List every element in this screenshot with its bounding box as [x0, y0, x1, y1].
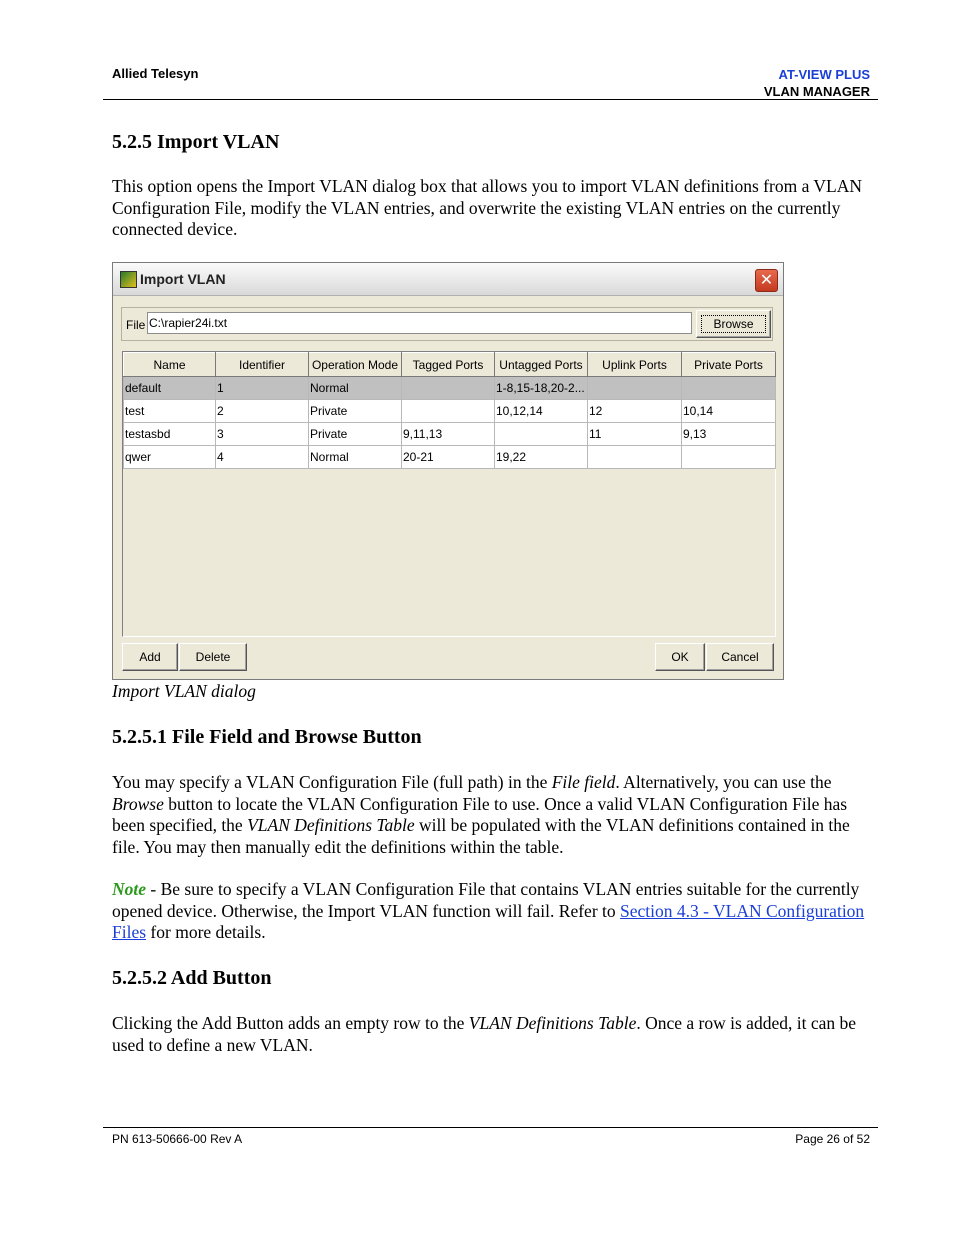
text-run: . Alternatively, you can use the — [615, 772, 832, 792]
footer-page-number: Page 26 of 52 — [795, 1132, 870, 1146]
section-intro-paragraph: This option opens the Import VLAN dialog box that allows you to import VLAN definitions from a VLAN Configuration File, modify the VLAN entries, and overwrite the existing VLAN entries on the currently connected device. — [112, 176, 862, 240]
table-cell[interactable]: 19,22 — [495, 446, 588, 469]
text-run: button to locate the VLAN Configuration File to use. Once a valid VLAN Configuration File has been specified, the — [112, 793, 848, 836]
table-cell[interactable]: testasbd — [124, 423, 216, 446]
table-row[interactable] — [124, 446, 776, 469]
file-label: File — [126, 318, 146, 332]
header-product: AT-VIEW PLUS — [778, 67, 870, 82]
table-cell[interactable]: 10,14 — [682, 400, 776, 423]
table-cell[interactable]: 20-21 — [402, 446, 495, 469]
text-run: Clicking the Add Button adds an empty row to the — [112, 1013, 469, 1033]
table-cell[interactable] — [402, 400, 495, 423]
app-icon — [120, 271, 137, 288]
header-product-block — [764, 66, 870, 100]
add-button-paragraph — [112, 1013, 872, 1056]
table-cell[interactable]: default — [124, 377, 216, 400]
footer-part-number: PN 613-50666-00 Rev A — [112, 1132, 243, 1146]
column-header[interactable]: Tagged Ports — [402, 353, 495, 377]
section-heading-add-button: 5.2.5.2 Add Button — [112, 967, 272, 989]
table-cell[interactable]: 3 — [216, 423, 309, 446]
table-cell[interactable] — [682, 377, 776, 400]
ok-button[interactable]: OK — [655, 643, 705, 671]
dialog-titlebar[interactable] — [113, 263, 783, 296]
table-cell[interactable] — [495, 423, 588, 446]
section-heading-file-field: 5.2.5.1 File Field and Browse Button — [112, 726, 422, 748]
text-run: - Be sure to specify a VLAN Configuration File that contains VLAN entries suitable for the currently opened device. Otherwise, the Import VLAN function will fail. Refer to — [112, 879, 860, 921]
text-run: will be populated with the VLAN definitions contained in the file. You may then manually edit the definitions within the table. — [112, 815, 850, 858]
column-header[interactable]: Uplink Ports — [588, 353, 682, 377]
text-run-italic: VLAN Definitions Table — [247, 815, 415, 836]
header-company: Allied Telesyn — [112, 66, 199, 81]
text-run-italic: VLAN Definitions Table — [468, 1013, 637, 1033]
table-cell[interactable]: Private — [309, 423, 402, 446]
header-rule — [103, 99, 878, 100]
delete-button[interactable]: Delete — [179, 643, 247, 671]
note-label: Note — [112, 879, 147, 899]
import-vlan-dialog — [112, 262, 784, 680]
table-row[interactable] — [124, 423, 776, 446]
table-cell[interactable]: Normal — [309, 377, 402, 400]
text-run: . Once a row is added, it can be used to define a new VLAN. — [112, 1013, 856, 1055]
table-cell[interactable] — [402, 377, 495, 400]
dialog-title: Import VLAN — [140, 271, 226, 287]
column-header[interactable]: Identifier — [216, 353, 309, 377]
table-cell[interactable]: 1-8,15-18,20-2... — [495, 377, 588, 400]
text-run: You may specify a VLAN Configuration File (full path) in the — [112, 772, 552, 792]
column-header[interactable]: Private Ports — [682, 353, 776, 377]
table-cell[interactable]: 4 — [216, 446, 309, 469]
table-cell[interactable]: 11 — [588, 423, 682, 446]
file-row — [121, 307, 773, 341]
note-paragraph — [112, 879, 872, 944]
table-cell[interactable]: 2 — [216, 400, 309, 423]
header-module: VLAN MANAGER — [763, 84, 870, 99]
close-icon[interactable]: ✕ — [755, 269, 778, 292]
text-run: for more details. — [146, 922, 266, 943]
table-cell[interactable]: 9,13 — [682, 423, 776, 446]
table-cell[interactable]: 12 — [588, 400, 682, 423]
text-run-italic: File field — [551, 772, 616, 792]
table-cell[interactable] — [682, 446, 776, 469]
browse-button-label: Browse — [701, 315, 766, 333]
column-header[interactable]: Untagged Ports — [495, 353, 588, 377]
table-cell[interactable] — [588, 377, 682, 400]
file-input[interactable]: C:\rapier24i.txt — [147, 312, 692, 334]
table-row[interactable] — [124, 400, 776, 423]
table-cell[interactable]: 1 — [216, 377, 309, 400]
column-header[interactable]: Operation Mode — [309, 353, 402, 377]
text-run-italic: Browse — [112, 793, 164, 814]
figure-caption: Import VLAN dialog — [112, 681, 256, 701]
vlan-definitions-table[interactable] — [122, 351, 776, 637]
table-cell[interactable]: 9,11,13 — [402, 423, 495, 446]
browse-button[interactable] — [696, 310, 771, 338]
table-cell[interactable] — [588, 446, 682, 469]
column-header[interactable]: Name — [124, 353, 216, 377]
footer-rule — [103, 1127, 878, 1128]
table-cell[interactable]: Normal — [309, 446, 402, 469]
table-cell[interactable]: test — [124, 400, 216, 423]
section-heading-import-vlan: 5.2.5 Import VLAN — [112, 131, 280, 153]
section-4-3-link[interactable]: Section 4.3 - VLAN Configuration Files — [112, 900, 865, 943]
vlan-grid — [123, 352, 776, 469]
cancel-button[interactable]: Cancel — [706, 643, 774, 671]
file-field-paragraph — [112, 772, 872, 859]
add-button[interactable]: Add — [122, 643, 178, 671]
table-cell[interactable]: 10,12,14 — [495, 400, 588, 423]
table-cell[interactable]: Private — [309, 400, 402, 423]
table-row[interactable] — [124, 377, 776, 400]
table-cell[interactable]: qwer — [124, 446, 216, 469]
